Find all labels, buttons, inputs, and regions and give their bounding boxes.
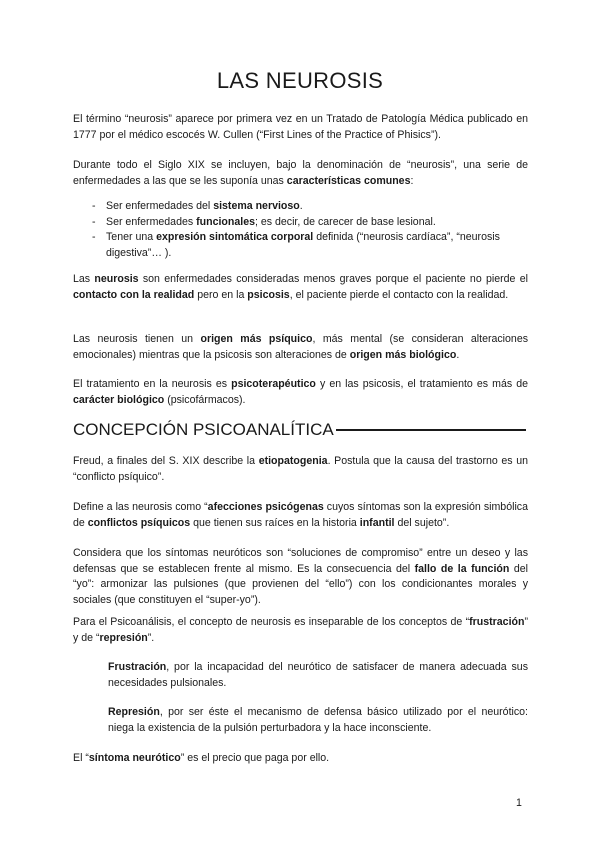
bullet-dash: -	[92, 215, 96, 228]
page-title: LAS NEUROSIS	[216, 68, 384, 93]
paragraph-neurosis-vs-psicosis: Las neurosis son enfermedades consideradas menos graves porque el paciente no pierde el contacto con la realidad pero en la psicosis, el paciente pierde el contacto con la realidad.	[73, 273, 528, 301]
paragraph-sintoma-neurotico: El “síntoma neurótico” es el precio que paga por ello.	[73, 752, 330, 764]
list-item: - Tener una expresión sintomática corporal definida (“neurosis cardíaca”, “neurosis digestiva”… ).	[92, 231, 500, 259]
paragraph-intro: El término “neurosis” aparece por primera vez en un Tratado de Patología Médica publicado en 1777 por el médico escocés W. Cullen (“First Lines of the Practice of Phisics”).	[73, 113, 528, 141]
heading-rule	[336, 429, 526, 431]
paragraph-freud: Freud, a finales del S. XIX describe la etiopatogenia. Postula que la causa del trastorno es un “conflicto psíquico”.	[73, 455, 528, 483]
page-number: 1	[516, 797, 522, 809]
paragraph-siglo-xix: Durante todo el Siglo XIX se incluyen, bajo la denominación de “neurosis”, una serie de enfermedades a las que se les suponía unas características comunes:	[73, 159, 528, 187]
paragraph-frustracion: Frustración, por la incapacidad del neurótico de satisfacer de manera adecuada sus necesidades pulsionales.	[108, 661, 528, 689]
paragraph-definicion: Define a las neurosis como “afecciones psicógenas cuyos síntomas son la expresión simbólica de conflictos psíquicos que tienen sus raíces en la historia infantil del sujeto”.	[73, 501, 528, 529]
list-item: - Ser enfermedades del sistema nervioso.	[92, 199, 528, 215]
bullet-dash: -	[92, 200, 96, 212]
paragraph-psicoanalisis: Para el Psicoanálisis, el concepto de neurosis es inseparable de los conceptos de “frustración” y de “represión”.	[73, 616, 528, 644]
paragraph-tratamiento: El tratamiento en la neurosis es psicoterapéutico y en las psicosis, el tratamiento es más de carácter biológico (psicofármacos).	[73, 378, 528, 406]
characteristics-list	[92, 199, 528, 261]
emphasis: características comunes	[286, 174, 411, 187]
list-item: - Ser enfermedades funcionales; es decir, de carecer de base lesional.	[92, 215, 528, 231]
paragraph-sintomas: Considera que los síntomas neuróticos son “soluciones de compromiso” entre un deseo y las defensas que se establecen frente al mismo. Es la consecuencia del fallo de la función del “yo”: armonizar las pulsiones (que provienen del “ello”) con los condicionantes morales y sociales (que constituyen el “super-yo”).	[73, 547, 528, 606]
section-heading: CONCEPCIÓN PSICOANALÍTICA	[73, 418, 528, 442]
bullet-dash: -	[92, 231, 96, 243]
paragraph-represion: Represión, por ser éste el mecanismo de defensa básico utilizado por el neurótico: niega la existencia de la pulsión perturbadora y la hace inconsciente.	[108, 706, 528, 734]
paragraph-origen: Las neurosis tienen un origen más psíquico, más mental (se consideran alteraciones emocionales) mientras que la psicosis son alteraciones de origen más biológico.	[73, 333, 529, 361]
